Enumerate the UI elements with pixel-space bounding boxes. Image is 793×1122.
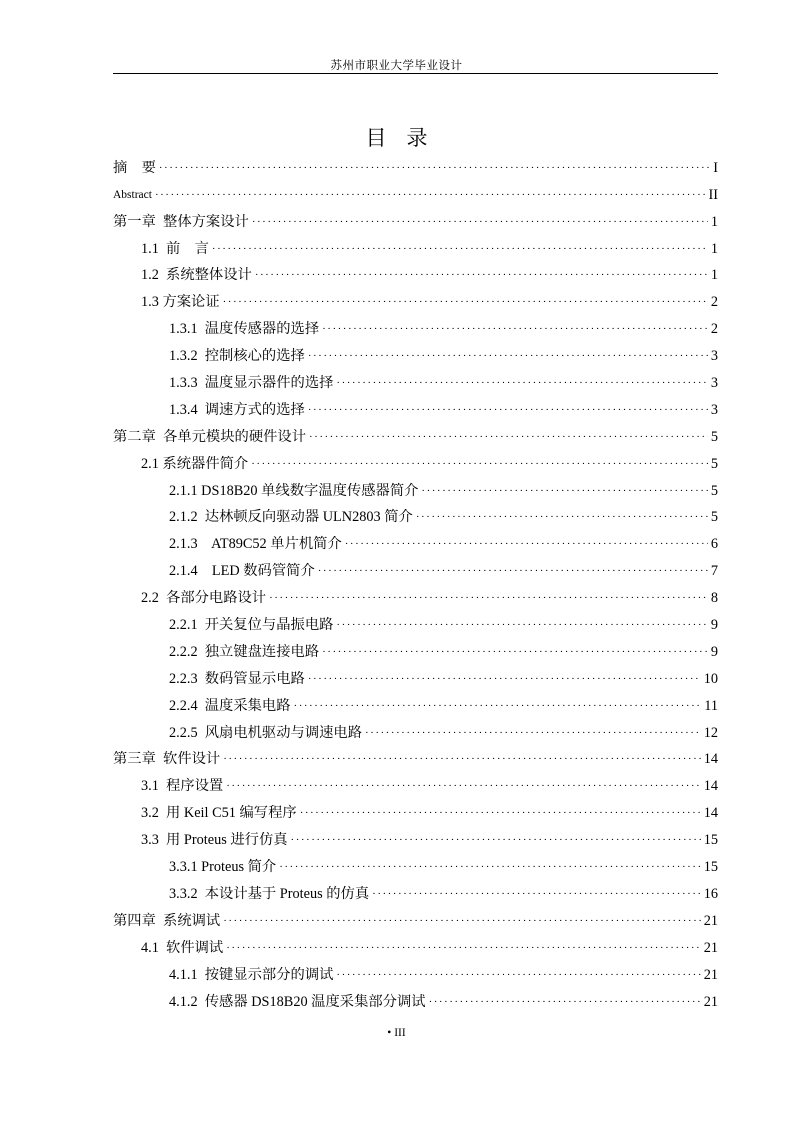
toc-entry-label: 第一章 整体方案设计	[113, 213, 249, 230]
toc-entry[interactable]	[113, 284, 718, 311]
toc-entry[interactable]	[113, 957, 718, 984]
toc-entry-label: 1.3.1 温度传感器的选择	[169, 321, 320, 338]
toc-entry-page: 1	[710, 267, 718, 284]
toc-entry[interactable]	[113, 150, 718, 177]
toc-entry-label: 2.1.2 达林顿反向驱动器 ULN2803 简介	[169, 509, 413, 526]
toc-entry-page: 12	[703, 724, 718, 741]
toc-entry-page: I	[713, 159, 718, 176]
toc-entry-label: 2.2.5 风扇电机驱动与调速电路	[169, 724, 363, 741]
toc-entry[interactable]	[113, 688, 718, 715]
toc-entry[interactable]	[113, 526, 718, 553]
toc-entry-page: 3	[710, 348, 718, 365]
toc-entry-label: 第三章 软件设计	[113, 751, 221, 768]
header-rule	[113, 73, 718, 74]
toc-entry[interactable]	[113, 930, 718, 957]
toc-entry[interactable]	[113, 984, 718, 1011]
toc-entry-label: 2.1.1 DS18B20 单线数字温度传感器简介	[169, 482, 419, 499]
toc-entry-label: 2.2 各部分电路设计	[141, 590, 267, 607]
toc-entry-page: 15	[703, 859, 718, 876]
dot-leader	[336, 617, 707, 634]
dot-leader	[291, 832, 701, 849]
dot-leader	[279, 859, 700, 876]
toc-entry[interactable]	[113, 177, 718, 204]
toc-entry[interactable]	[113, 204, 718, 231]
toc-entry[interactable]	[113, 473, 718, 500]
toc-entry-label: Abstract	[113, 188, 152, 201]
toc-entry[interactable]	[113, 822, 718, 849]
toc-entry-page: 21	[703, 993, 718, 1010]
dot-leader	[322, 321, 708, 338]
toc-entry-label: 1.3.2 控制核心的选择	[169, 348, 305, 365]
dot-leader	[226, 940, 700, 957]
dot-leader	[251, 456, 708, 473]
page-number: • III	[387, 1027, 406, 1039]
toc-entry-page: 14	[703, 751, 718, 768]
toc-entry-label: 4.1.2 传感器 DS18B20 温度采集部分调试	[169, 993, 426, 1010]
toc-entry[interactable]	[113, 715, 718, 742]
toc-entry[interactable]	[113, 768, 718, 795]
toc-entry-page: 8	[710, 590, 718, 607]
toc-entry-page: 21	[703, 966, 718, 983]
toc-entry-page: 6	[710, 536, 718, 553]
toc-entry-label: 2.1.3 AT89C52 单片机简介	[169, 536, 342, 553]
toc-entry-page: II	[708, 186, 718, 203]
dot-leader	[223, 913, 700, 930]
dot-leader	[308, 348, 708, 365]
dot-leader	[155, 187, 706, 204]
toc-entry-label: 2.2.4 温度采集电路	[169, 697, 291, 714]
toc-entry-page: 9	[710, 617, 718, 634]
toc-entry-label: 2.2.3 数码管显示电路	[169, 670, 305, 687]
toc-entry-page: 14	[703, 805, 718, 822]
toc-entry-label: 1.3.4 调速方式的选择	[169, 401, 305, 418]
toc-entry[interactable]	[113, 795, 718, 822]
toc-entry-label: 3.1 程序设置	[141, 778, 224, 795]
toc-title: 目录	[365, 126, 448, 150]
toc-entry-label: 3.3.1 Proteus 简介	[169, 859, 277, 876]
toc-entry-label: 2.1.4 LED 数码管简介	[169, 563, 315, 580]
toc-entry-page: 5	[710, 482, 718, 499]
dot-leader	[322, 644, 708, 661]
toc-entry-page: 3	[710, 375, 718, 392]
toc-entry[interactable]	[113, 419, 718, 446]
toc-entry-label: 2.1 系统器件简介	[141, 455, 249, 472]
toc-entry[interactable]	[113, 446, 718, 473]
toc-entry[interactable]	[113, 634, 718, 661]
toc-entry[interactable]	[113, 903, 718, 930]
toc-entry[interactable]	[113, 365, 718, 392]
toc-entry[interactable]	[113, 338, 718, 365]
toc-entry[interactable]	[113, 607, 718, 634]
toc-entry[interactable]	[113, 876, 718, 903]
dot-leader	[294, 698, 702, 715]
dot-leader	[223, 294, 708, 311]
running-header: 苏州市职业大学毕业设计	[330, 60, 463, 72]
toc-entry[interactable]	[113, 849, 718, 876]
toc-entry-label: 1.1 前 言	[141, 240, 209, 257]
toc-entry[interactable]	[113, 500, 718, 527]
toc-entry-label: 1.2 系统整体设计	[141, 267, 252, 284]
toc-entry-label: 4.1 软件调试	[141, 939, 224, 956]
toc-entry-page: 11	[704, 697, 718, 714]
dot-leader	[308, 402, 708, 419]
toc-entry-page: 5	[710, 428, 718, 445]
toc-entry-page: 7	[710, 563, 718, 580]
dot-leader	[212, 241, 708, 258]
toc-entry-label: 第四章 系统调试	[113, 912, 221, 929]
dot-leader	[309, 429, 708, 446]
toc-entry-page: 5	[710, 509, 718, 526]
toc-entry[interactable]	[113, 661, 718, 688]
dot-leader	[365, 725, 701, 742]
dot-leader	[226, 778, 700, 795]
toc-entry[interactable]	[113, 553, 718, 580]
dot-leader	[372, 886, 701, 903]
toc-entry-page: 1	[710, 213, 718, 230]
dot-leader	[336, 967, 700, 984]
dot-leader	[308, 671, 701, 688]
toc-entry-page: 16	[703, 885, 718, 902]
toc-entry-label: 2.2.1 开关复位与晶振电路	[169, 617, 334, 634]
toc-entry-label: 第二章 各单元模块的硬件设计	[113, 428, 307, 445]
toc-entry[interactable]	[113, 392, 718, 419]
dot-leader	[255, 267, 708, 284]
toc-entry-label: 1.3.3 温度显示器件的选择	[169, 375, 334, 392]
toc-list	[113, 150, 718, 1011]
toc-entry-page: 3	[710, 401, 718, 418]
toc-entry-page: 21	[703, 912, 718, 929]
toc-entry-page: 2	[710, 294, 718, 311]
toc-entry[interactable]	[113, 580, 718, 607]
dot-leader	[336, 375, 707, 392]
toc-entry-label: 摘 要	[113, 159, 156, 176]
dot-leader	[345, 536, 708, 553]
toc-entry-label: 3.2 用 Keil C51 编写程序	[141, 805, 297, 822]
toc-entry-label: 4.1.1 按键显示部分的调试	[169, 966, 334, 983]
toc-entry[interactable]	[113, 311, 718, 338]
toc-entry-page: 1	[710, 240, 718, 257]
dot-leader	[269, 590, 708, 607]
dot-leader	[252, 214, 708, 231]
toc-entry-label: 3.3.2 本设计基于 Proteus 的仿真	[169, 885, 370, 902]
dot-leader	[429, 994, 701, 1011]
dot-leader	[223, 751, 700, 768]
dot-leader	[318, 563, 708, 580]
dot-leader	[421, 483, 707, 500]
dot-leader	[416, 509, 708, 526]
toc-entry-page: 2	[710, 321, 718, 338]
toc-entry[interactable]	[113, 258, 718, 285]
toc-entry[interactable]	[113, 742, 718, 769]
toc-entry-page: 10	[703, 670, 718, 687]
toc-entry-label: 3.3 用 Proteus 进行仿真	[141, 832, 288, 849]
dot-leader	[159, 160, 710, 177]
toc-entry-page: 15	[703, 832, 718, 849]
toc-entry-label: 1.3 方案论证	[141, 294, 220, 311]
dot-leader	[300, 805, 701, 822]
toc-entry-page: 14	[703, 778, 718, 795]
toc-entry-page: 5	[710, 455, 718, 472]
toc-entry-page: 9	[710, 643, 718, 660]
toc-entry-label: 2.2.2 独立键盘连接电路	[169, 643, 320, 660]
toc-entry-page: 21	[703, 939, 718, 956]
toc-entry[interactable]	[113, 231, 718, 258]
